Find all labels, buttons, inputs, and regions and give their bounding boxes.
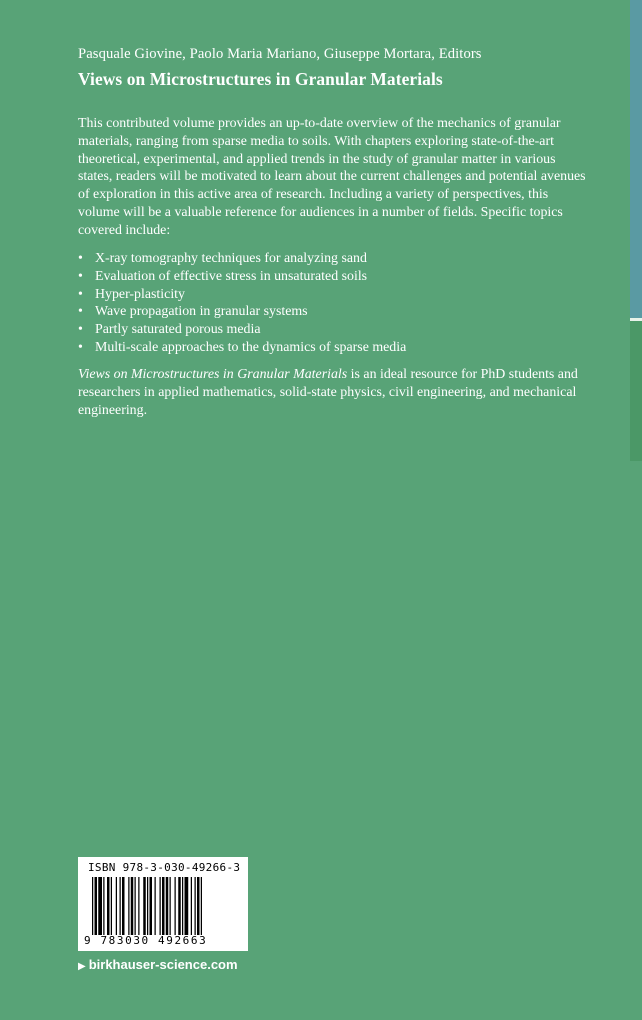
barcode-bar xyxy=(122,877,125,935)
closing-book-title: Views on Microstructures in Granular Materials xyxy=(78,367,348,382)
website-text: birkhauser-science.com xyxy=(88,957,238,972)
ean-digits: 9 783030 492663 xyxy=(84,934,208,947)
barcode-bar xyxy=(111,877,112,935)
book-description: This contributed volume provides an up-to-date overview of the mechanics of granular materials, ranging from sparse media to soils. With chapters exploring state-of-the-art theoretical, experimental, and applied trends in the study of granular matter in various states, readers will be motivated to learn about the current challenges and potential avenues of exploration in this active area of research. Including a variety of perspectives, this volume will be a valuable reference for audiences in a number of fields. Specific topics covered include: xyxy=(78,116,586,238)
list-item: • Wave propagation in granular systems xyxy=(78,304,308,320)
barcode-bar xyxy=(143,877,146,935)
bullet-icon: • xyxy=(78,268,83,284)
list-item: • X-ray tomography techniques for analyzing sand xyxy=(78,251,367,266)
barcode-bar xyxy=(191,877,192,935)
barcode-bar xyxy=(98,877,102,935)
editors-line: Pasquale Giovine, Paolo Maria Mariano, Giuseppe Mortara, Editors xyxy=(78,46,482,62)
barcode-bar xyxy=(138,877,139,935)
closing-text: is an ideal resource for PhD students and researchers in applied mathematics, solid-state physics, civil engineering, and mechanical engineering. xyxy=(78,367,578,418)
barcode-icon xyxy=(92,877,242,935)
barcode-bar xyxy=(162,877,165,935)
arrow-right-icon: ▶ xyxy=(78,961,86,972)
barcode-bar xyxy=(195,877,196,935)
barcode-bar xyxy=(150,877,153,935)
bullet-icon: • xyxy=(78,322,83,338)
barcode-bar xyxy=(128,877,129,935)
barcode-bar xyxy=(155,877,156,935)
bullet-icon: • xyxy=(78,339,83,355)
barcode-bar xyxy=(160,877,161,935)
list-item: • Multi-scale approaches to the dynamics of sparse media xyxy=(78,339,407,355)
barcode-bar xyxy=(116,877,117,935)
closing-paragraph xyxy=(78,366,592,419)
spine-stripe-bottom xyxy=(630,321,642,461)
barcode-bar xyxy=(131,877,134,935)
website-link[interactable] xyxy=(78,957,238,972)
isbn-label: ISBN 978-3-030-49266-3 xyxy=(88,861,241,874)
list-item: • Partly saturated porous media xyxy=(78,322,261,338)
spine-stripe-top xyxy=(630,0,642,320)
barcode-bar xyxy=(92,877,93,935)
barcode-bar xyxy=(120,877,121,935)
barcode-bar xyxy=(182,877,183,935)
barcode-bar xyxy=(185,877,189,935)
barcode-bar xyxy=(175,877,176,935)
list-item: • Evaluation of effective stress in unsaturated soils xyxy=(78,268,368,284)
barcode-bar xyxy=(178,877,181,935)
barcode-bar xyxy=(107,877,110,935)
barcode-bar xyxy=(201,877,202,935)
barcode-panel xyxy=(78,857,248,951)
barcode-bar xyxy=(147,877,148,935)
barcode-bar xyxy=(103,877,104,935)
barcode-bar xyxy=(166,877,169,935)
bullet-icon: • xyxy=(78,251,83,266)
barcode-bar xyxy=(197,877,200,935)
list-item: • Hyper-plasticity xyxy=(78,286,185,302)
barcode-bar xyxy=(170,877,171,935)
bullet-icon: • xyxy=(78,286,83,302)
barcode-bar xyxy=(95,877,98,935)
barcode-bar xyxy=(135,877,136,935)
topics-list xyxy=(78,250,598,357)
bullet-icon: • xyxy=(78,304,83,320)
book-title: Views on Microstructures in Granular Materials xyxy=(78,69,443,89)
